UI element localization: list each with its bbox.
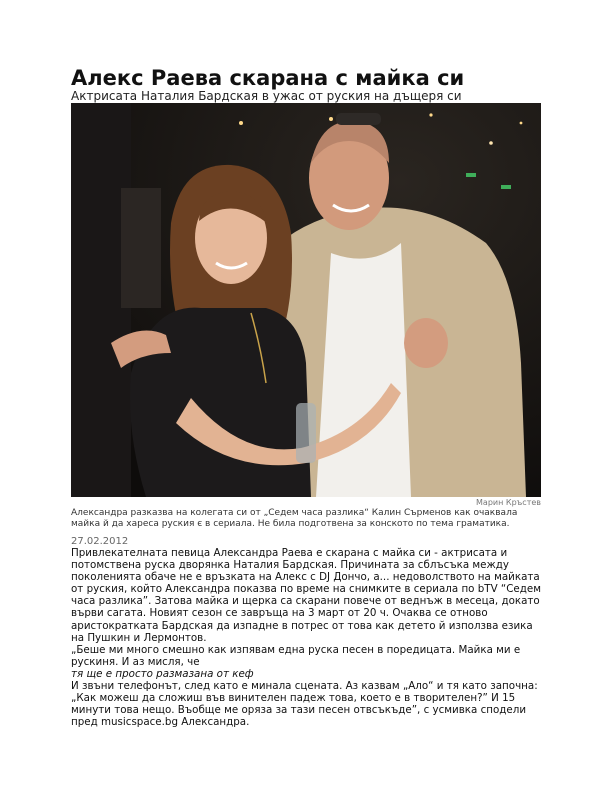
paragraph: И звъни телефонът, след като е минала сцената. Аз казвам „Ало“ и тя като започна: „Как можеш да сложиш във винителен падеж това, което е в творителен?” И 15 минути това нещо. Въобще ме оряза за тази песен отвсъкъде”, с усмивка сподели пред musicspace.bg Александра. — [71, 680, 538, 729]
photo-caption: Александра разказва на колегата си от „Седем часа разлика“ Калин Сърменов как очаквала майка й да хареса руския є в сериала. Не била подготвена за конското по тема граматика. — [71, 508, 518, 529]
article-subtitle: Актрисата Наталия Бардская в ужас от руския на дъщеря си — [71, 89, 462, 103]
photo-credit: Марин Кръстев — [476, 498, 541, 507]
paragraph: Привлекателната певица Александра Раева е скарана с майка си - актрисата и потомствена руска дворянка Наталия Бардская. Причината за сблъсъка между поколенията обаче не е връзката на Алекс с DJ Дончо, а... недоволството на майката от руския, който Александра показва по време на снимките в сериала по bTV “Седем часа разлика”. Затова майка и щерка са скарани повече от веднъж в месеца, докато върви сагата. Новият сезон се завръща на 3 март от 20 ч. Очаква се отново аристократката Бардская да изпадне в потрес от това как детето й използва езика на Пушкин и Лермонтов. — [71, 547, 541, 644]
article-date: 27.02.2012 — [71, 536, 129, 547]
paragraph: „Беше ми много смешно как изпявам една руска песен в поредицата. Майка ми е рускиня. И аз мисля, че — [71, 643, 521, 668]
article-photo — [71, 103, 541, 497]
highlight-quote: тя ще е просто размазана от кеф — [71, 667, 254, 680]
article-body — [71, 547, 543, 728]
article-title: Алекс Раева скарана с майка си — [71, 66, 465, 90]
photo-illustration — [71, 103, 541, 497]
